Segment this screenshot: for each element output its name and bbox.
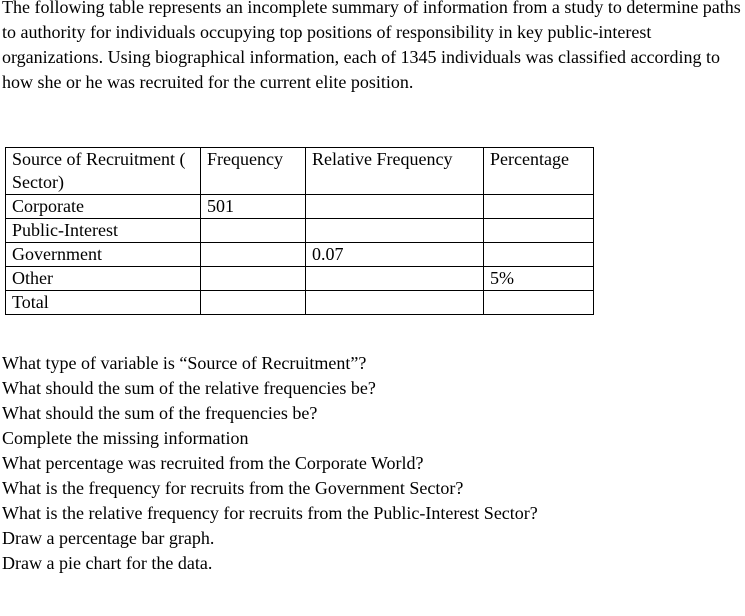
cell-source: Total (6, 291, 201, 315)
cell-frequency (201, 291, 306, 315)
cell-relative (306, 267, 484, 291)
cell-frequency (201, 243, 306, 267)
question-item: What type of variable is “Source of Recruitment”? (2, 353, 367, 373)
header-source (6, 148, 201, 195)
cell-relative (306, 195, 484, 219)
intro-paragraph: The following table represents an incomplete summary of information from a study to determine paths to authority for individuals occupying top positions of responsibility in key public-interest organizations. Using biographical information, each of 1345 individuals was classified according to how she or he was recruited for the current elite position. (2, 0, 741, 92)
header-relative-frequency: Relative Frequency (306, 148, 484, 195)
question-item: What is the relative frequency for recruits from the Public-Interest Sector? (2, 503, 538, 523)
table-row (6, 267, 594, 291)
recruitment-summary-table (5, 147, 594, 315)
cell-frequency: 501 (201, 195, 306, 219)
cell-source: Government (6, 243, 201, 267)
cell-percentage (484, 243, 594, 267)
table-header-row (6, 148, 594, 195)
cell-percentage (484, 195, 594, 219)
question-item: Draw a pie chart for the data. (2, 553, 213, 573)
header-source-text: Source of Recruitment ( Sector) (12, 149, 186, 192)
table-row (6, 291, 594, 315)
header-percentage: Percentage (484, 148, 594, 195)
cell-relative (306, 291, 484, 315)
cell-relative: 0.07 (306, 243, 484, 267)
question-item: What should the sum of the frequencies be? (2, 403, 318, 423)
question-item: What percentage was recruited from the Corporate World? (2, 453, 424, 473)
cell-percentage (484, 291, 594, 315)
question-item: Complete the missing information (2, 428, 249, 448)
table-row (6, 195, 594, 219)
cell-frequency (201, 267, 306, 291)
header-frequency: Frequency (201, 148, 306, 195)
table-row (6, 219, 594, 243)
table-row (6, 243, 594, 267)
cell-frequency (201, 219, 306, 243)
cell-percentage (484, 219, 594, 243)
question-item: Draw a percentage bar graph. (2, 528, 215, 548)
question-item: What is the frequency for recruits from the Government Sector? (2, 478, 464, 498)
cell-source: Corporate (6, 195, 201, 219)
question-item: What should the sum of the relative frequencies be? (2, 378, 376, 398)
cell-relative (306, 219, 484, 243)
cell-source: Other (6, 267, 201, 291)
cell-source: Public-Interest (6, 219, 201, 243)
cell-percentage: 5% (484, 267, 594, 291)
question-list (2, 351, 742, 576)
